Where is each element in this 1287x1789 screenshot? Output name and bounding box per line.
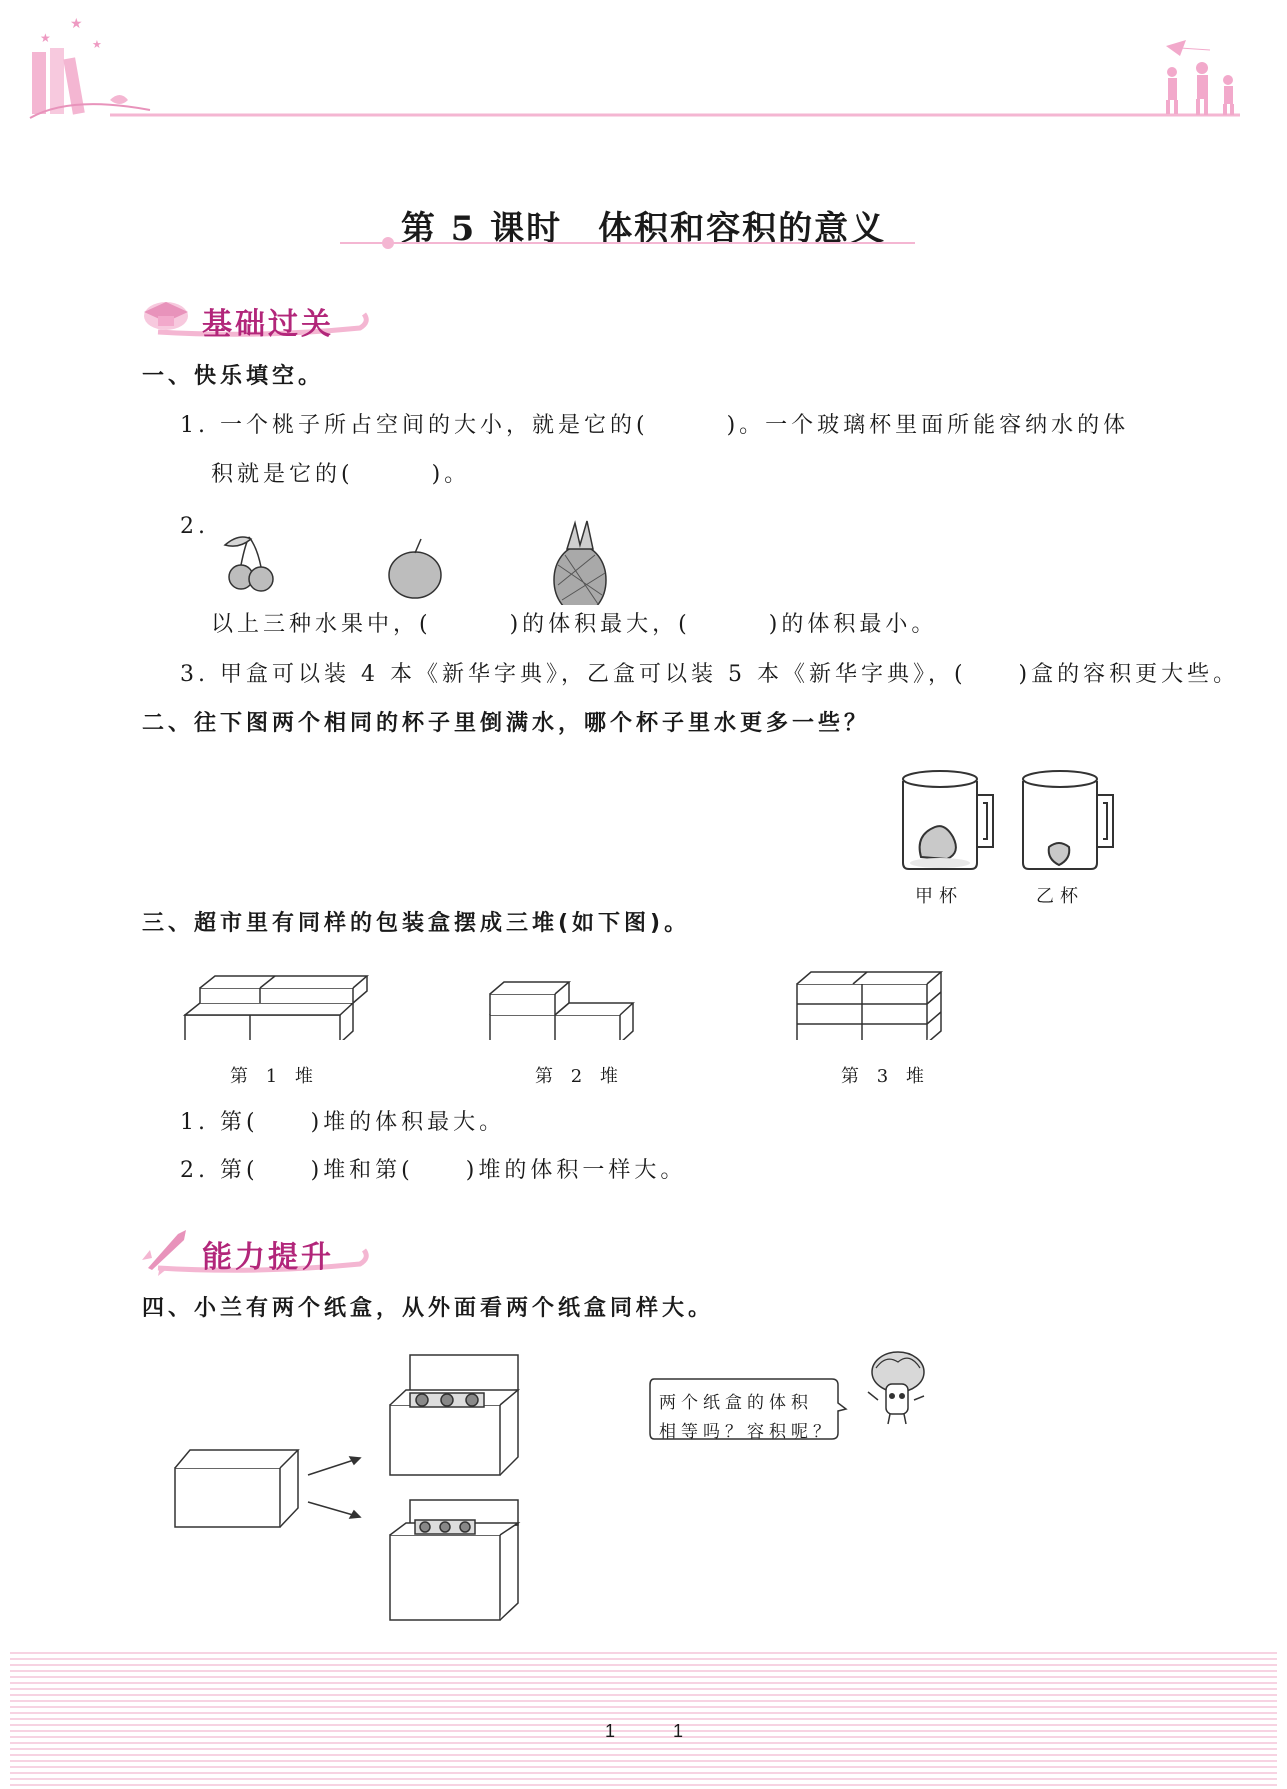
children-kite-icon: [1166, 40, 1234, 115]
cup-b-label: 乙杯: [1036, 886, 1084, 907]
svg-text:★: ★: [92, 38, 102, 51]
question-3-header: 三、超市里有同样的包装盒摆成三堆(如下图)。: [142, 911, 691, 936]
pile-3-label: 第 3 堆: [841, 1066, 930, 1087]
open-box-bottom: [390, 1500, 518, 1620]
bubble-line-2: 相等吗？容积呢？: [659, 1422, 835, 1442]
pineapple-icon: [554, 521, 606, 605]
box-piles-figure: [180, 960, 980, 1040]
title-underline: [340, 234, 920, 252]
fruits-figure: [215, 515, 615, 605]
page-number-left: 1: [605, 1721, 616, 1741]
paper-boxes-figure: [170, 1345, 530, 1625]
apple-icon: [389, 539, 441, 598]
cup-b-icon: [1023, 771, 1113, 869]
cartoon-character-icon: [858, 1348, 938, 1428]
pile-3: [797, 972, 941, 1040]
cup-a-label: 甲杯: [915, 886, 963, 907]
page-number-right: 1: [673, 1721, 684, 1741]
q1-item3: 3. 甲盒可以装 4 本《新华字典》，乙盒可以装 5 本《新华字典》，( )盒的容积更大些。: [180, 662, 1240, 687]
question-4-header: 四、小兰有两个纸盒，从外面看两个纸盒同样大。: [142, 1296, 715, 1321]
cups-figure: [895, 765, 1115, 875]
lesson-title: 第 5 课时 体积和容积的意义: [400, 209, 887, 249]
cup-a-icon: [903, 771, 993, 869]
svg-text:★: ★: [70, 16, 83, 32]
graduation-cap-icon: [144, 302, 188, 330]
q3-item2: 2. 第( )堆和第( )堆的体积一样大。: [180, 1158, 687, 1183]
question-2-header: 二、往下图两个相同的杯子里倒满水，哪个杯子里水更多一些？: [142, 711, 871, 736]
bubble-line-1: 两个纸盒的体积: [659, 1393, 813, 1413]
peach-icon: [920, 826, 956, 859]
header-decoration: [0, 0, 1287, 130]
books-logo-icon: [30, 16, 150, 118]
pile-2-label: 第 2 堆: [535, 1066, 624, 1087]
pile-2: [490, 982, 633, 1040]
q1-item2-text: 以上三种水果中，( )的体积最大，( )的体积最小。: [211, 612, 938, 637]
q1-item2-number: 2.: [180, 514, 209, 539]
q1-item1-line2: 积就是它的( )。: [211, 462, 471, 487]
q1-item1-line1: 1. 一个桃子所占空间的大小，就是它的( )。一个玻璃杯里面所能容纳水的体: [180, 413, 1130, 438]
section-title-advanced: 能力提升: [202, 1240, 334, 1275]
section-title-basic: 基础过关: [202, 307, 334, 342]
strawberry-icon: [1049, 843, 1070, 865]
arrow-icons: [308, 1457, 360, 1518]
closed-box: [175, 1450, 298, 1527]
cherry-icon: [225, 537, 273, 591]
svg-text:★: ★: [40, 31, 51, 45]
page-footer: [10, 1652, 1277, 1789]
open-box-top: [390, 1355, 518, 1475]
pile-1-label: 第 1 堆: [230, 1066, 319, 1087]
question-1-header: 一、快乐填空。: [142, 364, 325, 389]
pile-1: [185, 976, 367, 1040]
q3-item1: 1. 第( )堆的体积最大。: [180, 1110, 506, 1135]
